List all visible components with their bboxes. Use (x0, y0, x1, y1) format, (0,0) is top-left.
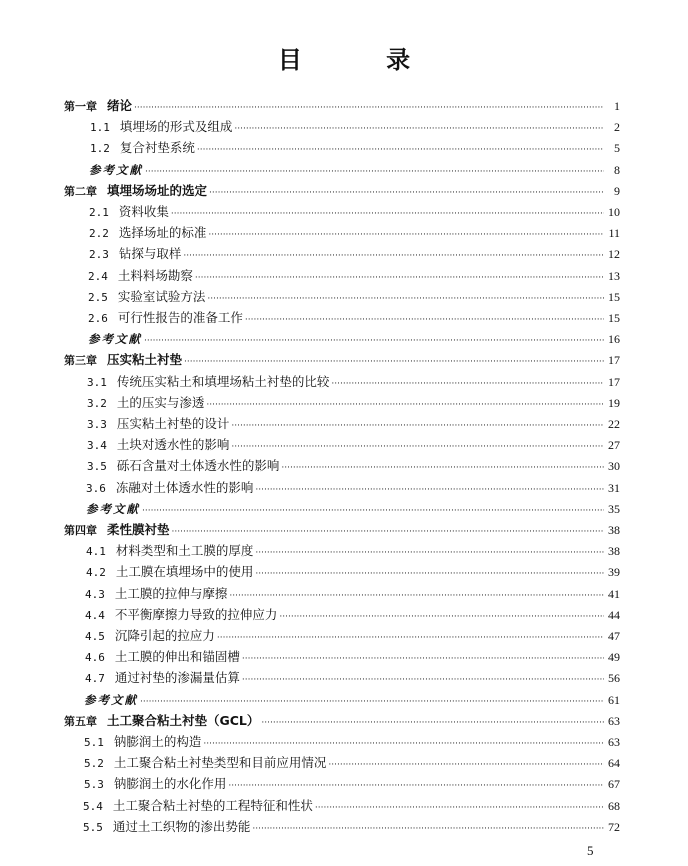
toc-page-number: 19 (608, 395, 620, 410)
toc-references-row (89, 162, 620, 180)
toc-entry-number: 4.4 (85, 608, 105, 622)
toc-page-number: 68 (608, 798, 620, 813)
toc-entry-label: 土工聚合粘土衬垫的工程特征和性状 (112, 797, 313, 813)
toc-entry-label: 砾石含量对土体透水性的影响 (116, 458, 280, 474)
toc-entry-number: 第四章 (64, 524, 97, 537)
toc-entry-number: 2.4 (88, 269, 108, 283)
toc-entry-label: 通过衬垫的渗漏量估算 (114, 670, 240, 686)
toc-section-row (88, 310, 620, 328)
toc-chapter-row (64, 522, 620, 540)
toc-entry-label: 选择场址的标准 (118, 225, 207, 241)
toc-dot-leader (207, 291, 604, 307)
toc-page-number: 31 (608, 480, 620, 495)
toc-entry-number: 2.3 (89, 248, 109, 262)
toc-entry-number: 5.1 (84, 736, 104, 749)
toc-entry-label: 土工聚合粘土衬垫类型和目前应用情况 (113, 755, 327, 771)
toc-dot-leader (172, 524, 604, 540)
toc-dot-leader (206, 397, 604, 413)
toc-section-row (90, 119, 620, 137)
toc-section-row (87, 374, 620, 392)
toc-entry-label: 参考文献 (88, 332, 142, 347)
toc-page-number: 38 (608, 544, 620, 559)
toc-dot-leader (228, 778, 604, 794)
toc-section-row (84, 734, 620, 752)
toc-dot-leader (242, 651, 604, 667)
toc-entry-number: 4.5 (85, 630, 105, 643)
toc-entry-label: 土料料场勘察 (117, 267, 193, 283)
toc-dot-leader (255, 482, 604, 498)
toc-entry-label: 土工聚合粘土衬垫（GCL） (107, 712, 260, 728)
toc-page-number: 22 (608, 417, 620, 431)
toc-chapter-row (64, 713, 620, 731)
toc-section-row (87, 458, 620, 476)
toc-page-number: 44 (608, 607, 620, 622)
toc-dot-leader (183, 248, 604, 264)
toc-entry-number: 5.3 (84, 778, 104, 792)
toc-page-number: 35 (608, 501, 620, 516)
toc-entry-label: 压实粘土衬垫 (107, 352, 183, 368)
toc-dot-leader (184, 354, 604, 370)
toc-entry-label: 土工膜的拉伸与摩擦 (114, 585, 228, 601)
toc-entry-number: 3.3 (87, 418, 107, 431)
toc-entry-number: 2.5 (88, 290, 108, 304)
toc-page-number: 17 (608, 374, 620, 389)
toc-entry-number: 2.6 (88, 312, 108, 325)
toc-dot-leader (197, 142, 604, 158)
toc-entry-number: 第二章 (64, 184, 97, 198)
toc-page-number: 15 (608, 311, 620, 325)
toc-page-number: 2 (614, 120, 620, 135)
toc-dot-leader (203, 736, 604, 752)
toc-entry-number: 第一章 (64, 100, 97, 113)
toc-entry-number: 3.1 (87, 375, 107, 389)
toc-entry-label: 钠膨润土的水化作用 (113, 776, 227, 792)
toc-dot-leader (279, 609, 604, 625)
toc-dot-leader (328, 757, 604, 773)
toc-dot-leader (145, 164, 604, 180)
toc-dot-leader (209, 185, 604, 201)
toc-page-number: 1 (614, 99, 620, 113)
toc-section-row (87, 395, 620, 413)
toc-section-row (88, 268, 620, 286)
toc-entry-number: 4.2 (86, 566, 106, 580)
toc-page-number: 47 (608, 629, 620, 643)
toc-page-number: 63 (608, 713, 620, 728)
toc-dot-leader (195, 270, 604, 286)
toc-section-row (88, 289, 620, 307)
toc-dot-leader (331, 376, 604, 392)
footer-page-number: 5 (587, 843, 594, 858)
toc-dot-leader (261, 715, 604, 731)
toc-entry-label: 复合衬垫系统 (119, 140, 195, 156)
toc-section-row (85, 649, 620, 667)
toc-entry-number: 4.7 (85, 672, 105, 686)
toc-section-row (89, 246, 620, 264)
toc-section-row (85, 628, 620, 646)
toc-page-number: 27 (608, 438, 620, 453)
toc-dot-leader (231, 418, 604, 434)
toc-references-row (84, 692, 620, 710)
toc-entry-label: 参考文献 (84, 692, 138, 707)
toc-entry-label: 资料收集 (118, 204, 169, 219)
toc-entry-label: 可行性报告的准备工作 (117, 310, 243, 325)
toc-entry-label: 通过土工织物的渗出势能 (112, 818, 251, 834)
toc-entry-number: 5.4 (83, 799, 103, 813)
toc-dot-leader (217, 630, 604, 646)
toc-page-number: 10 (608, 205, 620, 219)
toc-entry-number: 1.1 (90, 121, 110, 135)
toc-entry-label: 钻探与取样 (118, 246, 182, 262)
toc-dot-leader (242, 672, 604, 688)
toc-entry-label: 传统压实粘土和填埋场粘土衬垫的比较 (116, 373, 330, 389)
toc-page-number: 39 (608, 565, 620, 580)
toc-page-number: 67 (608, 777, 620, 792)
toc-page-number: 17 (608, 353, 620, 368)
toc-entry-label: 实验室试验方法 (117, 288, 206, 304)
toc-entry-label: 填埋场的形式及组成 (119, 119, 233, 135)
toc-entry-label: 土的压实与渗透 (116, 394, 205, 410)
toc-page-number: 9 (614, 183, 620, 198)
toc-dot-leader (255, 545, 604, 561)
toc-dot-leader (315, 800, 604, 816)
toc-references-row (86, 501, 620, 519)
toc-page-number: 72 (608, 819, 620, 834)
toc-dot-leader (245, 312, 604, 328)
toc-section-row (83, 798, 620, 816)
toc-entry-label: 不平衡摩擦力导致的拉伸应力 (114, 606, 278, 622)
toc-dot-leader (231, 439, 604, 455)
toc-section-row (86, 564, 620, 582)
toc-chapter-row (64, 352, 620, 370)
toc-page-number: 16 (608, 332, 620, 347)
toc-entry-number: 4.1 (86, 545, 106, 559)
toc-page-number: 8 (614, 162, 620, 177)
toc-dot-leader (229, 588, 604, 604)
toc-entry-label: 压实粘土衬垫的设计 (116, 416, 230, 431)
toc-entry-number: 2.1 (89, 206, 109, 219)
toc-entry-number: 3.6 (86, 481, 106, 495)
toc-section-row (89, 225, 620, 243)
toc-page-number: 56 (608, 671, 620, 686)
toc-page-number: 15 (608, 289, 620, 304)
toc-dot-leader (208, 227, 604, 243)
toc-page-number: 61 (608, 692, 620, 707)
toc-dot-leader (234, 121, 604, 137)
toc-entry-label: 土工膜在填埋场中的使用 (115, 564, 254, 580)
toc-section-row (84, 755, 620, 773)
toc-page-number: 30 (608, 459, 620, 474)
toc-page-number: 11 (608, 226, 620, 241)
toc-entry-number: 5.2 (84, 757, 104, 771)
toc-chapter-row (64, 183, 620, 201)
toc-section-row (87, 437, 620, 455)
toc-page-number: 13 (608, 268, 620, 283)
toc-entry-number: 4.3 (85, 587, 105, 601)
toc-page-number: 5 (614, 141, 620, 156)
toc-section-row (84, 776, 620, 794)
toc-dot-leader (252, 821, 604, 837)
toc-section-row (83, 819, 620, 837)
toc-section-row (85, 586, 620, 604)
toc-dot-leader (134, 100, 604, 116)
toc-entry-number: 1.2 (90, 142, 110, 156)
toc-entry-number: 3.5 (87, 460, 107, 474)
toc-entry-label: 柔性膜衬垫 (107, 522, 170, 537)
toc-page-number: 64 (608, 756, 620, 771)
toc-entry-label: 绪论 (107, 98, 133, 113)
toc-page-number: 41 (608, 586, 620, 601)
toc-entry-number: 4.6 (85, 651, 105, 665)
toc-page-number: 38 (608, 523, 620, 537)
toc-entry-label: 钠膨润土的构造 (113, 734, 202, 749)
toc-section-row (89, 204, 620, 222)
toc-section-row (86, 480, 620, 498)
toc-section-row (85, 607, 620, 625)
toc-entry-number: 第五章 (64, 714, 97, 728)
toc-entry-number: 2.2 (89, 227, 109, 241)
toc-entry-label: 冻融对土体透水性的影响 (115, 479, 254, 495)
toc-entry-label: 填埋场场址的选定 (107, 182, 208, 198)
toc-page-number: 49 (608, 650, 620, 665)
toc-entry-label: 土块对透水性的影响 (116, 437, 230, 453)
toc-section-row (86, 543, 620, 561)
toc-entry-number: 3.4 (87, 439, 107, 453)
toc-section-row (90, 140, 620, 158)
toc-dot-leader (255, 566, 604, 582)
toc-entry-label: 沉降引起的拉应力 (114, 628, 215, 643)
toc-entry-label: 材料类型和土工膜的厚度 (115, 543, 254, 559)
toc-dot-leader (281, 460, 604, 476)
page-title: 目 录 (277, 46, 449, 74)
toc-entry-label: 土工膜的伸出和锚固槽 (114, 649, 240, 665)
toc-page-number: 63 (608, 735, 620, 749)
toc-section-row (85, 670, 620, 688)
toc-dot-leader (144, 333, 604, 349)
toc-entry-label: 参考文献 (86, 501, 140, 516)
toc-section-row (87, 416, 620, 434)
toc-dot-leader (171, 206, 604, 222)
toc-references-row (88, 331, 620, 349)
toc-entry-number: 3.2 (87, 396, 107, 410)
toc-entry-label: 参考文献 (89, 162, 143, 177)
toc-entry-number: 5.5 (83, 820, 103, 834)
toc-entry-number: 第三章 (64, 354, 97, 368)
toc-dot-leader (140, 694, 604, 710)
toc-dot-leader (142, 503, 604, 519)
toc-chapter-row (64, 98, 620, 116)
toc-page-number: 12 (608, 247, 620, 262)
